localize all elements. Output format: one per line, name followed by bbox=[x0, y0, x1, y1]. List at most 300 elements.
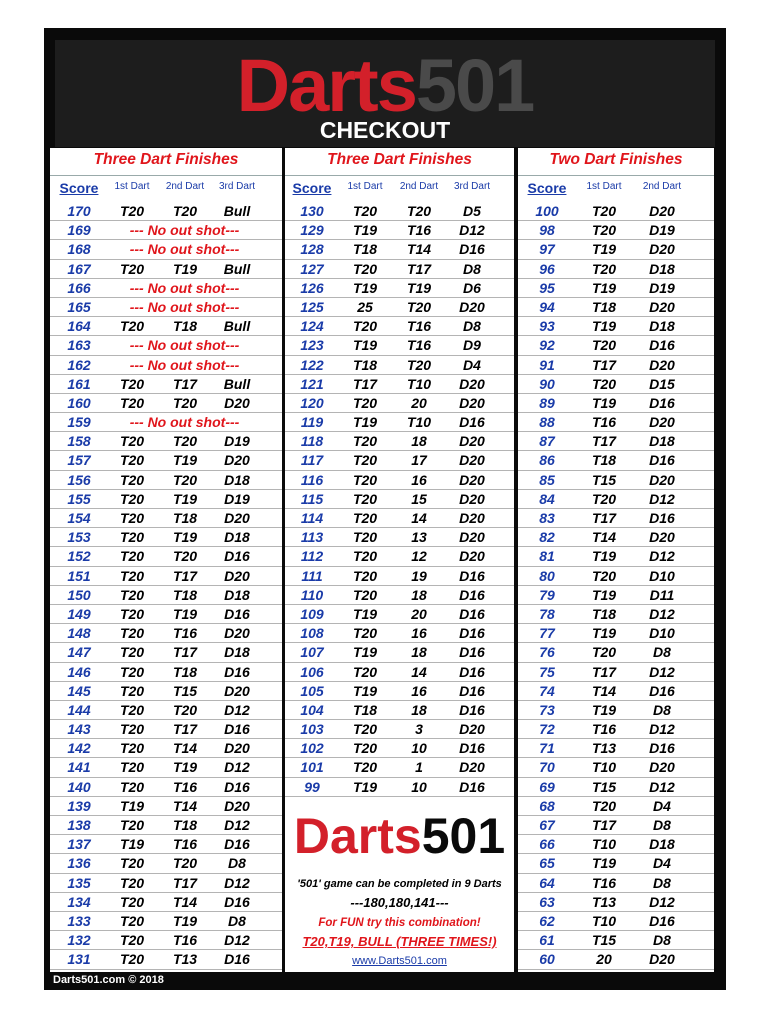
dart-cell: T20 bbox=[591, 644, 617, 661]
table-row bbox=[50, 202, 282, 221]
score-cell: 87 bbox=[539, 433, 555, 450]
score-cell: 125 bbox=[300, 298, 324, 315]
table-row bbox=[518, 950, 714, 969]
dart-cell: D15 bbox=[649, 375, 675, 392]
table-row bbox=[50, 643, 282, 662]
table-row bbox=[50, 931, 282, 950]
table-row bbox=[518, 701, 714, 720]
score-cell: 90 bbox=[539, 375, 555, 392]
dart-cell: T20 bbox=[119, 394, 145, 411]
table-row bbox=[285, 605, 514, 624]
dart-cell: T20 bbox=[119, 548, 145, 565]
dart-cell: T17 bbox=[591, 663, 617, 680]
dart-cell: T19 bbox=[352, 778, 378, 795]
dart-cell: D12 bbox=[649, 778, 675, 795]
dart-cell: D4 bbox=[653, 855, 671, 872]
divider bbox=[50, 175, 282, 176]
dart-cell: D16 bbox=[649, 740, 675, 757]
score-cell: 100 bbox=[535, 203, 559, 219]
score-cell: 111 bbox=[301, 567, 323, 584]
dart-cell: T20 bbox=[119, 740, 145, 757]
table-row bbox=[518, 202, 714, 221]
dart-cell: T19 bbox=[591, 855, 617, 872]
dart-cell: T19 bbox=[119, 797, 145, 814]
dart-cell: T14 bbox=[172, 893, 198, 910]
dart-cell: D20 bbox=[459, 490, 485, 507]
table-row bbox=[285, 778, 514, 797]
dart-cell: D8 bbox=[653, 817, 671, 833]
table-row bbox=[50, 298, 282, 317]
score-cell: 110 bbox=[300, 586, 324, 603]
dart-cell: 20 bbox=[596, 951, 612, 968]
dart-cell: T19 bbox=[406, 279, 432, 296]
dart-cell: T19 bbox=[352, 644, 378, 661]
score-cell: 115 bbox=[300, 490, 324, 507]
score-cell: 104 bbox=[300, 701, 324, 718]
score-cell: 63 bbox=[539, 893, 555, 910]
header-dart-3: 3rd Dart bbox=[453, 181, 491, 192]
score-cell: 165 bbox=[67, 298, 91, 315]
dart-cell: D12 bbox=[224, 817, 250, 833]
score-cell: 148 bbox=[67, 625, 91, 642]
dart-cell: T20 bbox=[119, 490, 145, 507]
darts501-promo-logo bbox=[285, 806, 514, 866]
table-row bbox=[518, 682, 714, 701]
score-cell: 119 bbox=[300, 414, 324, 431]
score-cell: 72 bbox=[539, 721, 555, 738]
score-cell: 103 bbox=[300, 721, 324, 738]
dart-cell: D20 bbox=[459, 510, 485, 526]
score-cell: 135 bbox=[67, 874, 91, 891]
dart-cell: T20 bbox=[119, 663, 145, 680]
header-dart-1: 1st Dart bbox=[586, 181, 622, 192]
dart-cell: T14 bbox=[172, 797, 198, 814]
dart-cell: D16 bbox=[224, 548, 250, 565]
score-cell: 62 bbox=[539, 912, 555, 929]
dart-cell: T20 bbox=[119, 874, 145, 891]
promo-combination-text: T20,T19, BULL (THREE TIMES!) bbox=[302, 934, 497, 949]
dart-cell: D4 bbox=[653, 797, 671, 814]
dart-cell: D20 bbox=[224, 797, 250, 814]
dart-cell: D19 bbox=[224, 433, 250, 450]
dart-cell: T20 bbox=[591, 260, 617, 277]
score-cell: 92 bbox=[539, 337, 555, 354]
score-cell: 118 bbox=[300, 433, 324, 450]
dart-cell: T20 bbox=[119, 759, 145, 776]
dart-cell: D12 bbox=[649, 893, 675, 910]
dart-cell: 19 bbox=[411, 567, 427, 584]
score-cell: 157 bbox=[67, 452, 91, 469]
dart-cell: D16 bbox=[649, 337, 675, 354]
table-row bbox=[285, 279, 514, 298]
dart-cell: T10 bbox=[591, 759, 617, 776]
dart-cell: D19 bbox=[649, 222, 675, 239]
table-row bbox=[50, 413, 282, 432]
score-cell: 164 bbox=[67, 318, 91, 335]
column-title: Two Dart Finishes bbox=[549, 151, 683, 168]
dart-cell: D16 bbox=[459, 701, 485, 718]
score-cell: 134 bbox=[67, 893, 91, 910]
dart-cell: T16 bbox=[591, 874, 617, 891]
dart-cell: T19 bbox=[172, 260, 198, 277]
score-cell: 76 bbox=[539, 644, 555, 661]
score-cell: 96 bbox=[539, 260, 555, 277]
page-title: CHECKOUT bbox=[319, 117, 451, 143]
no-out-shot-cell: --- No out shot--- bbox=[129, 222, 240, 239]
promo-nine-dart-text: '501' game can be completed in 9 Darts bbox=[297, 878, 502, 890]
dart-cell: D16 bbox=[649, 682, 675, 699]
score-cell: 160 bbox=[67, 394, 91, 411]
score-cell: 116 bbox=[300, 471, 324, 488]
dart-cell: T19 bbox=[172, 759, 198, 776]
score-cell: 88 bbox=[539, 414, 555, 431]
score-cell: 167 bbox=[67, 260, 91, 277]
score-cell: 139 bbox=[67, 797, 91, 814]
dart-cell: T16 bbox=[591, 414, 617, 431]
table-row bbox=[50, 663, 282, 682]
dart-cell: T20 bbox=[406, 298, 432, 315]
score-cell: 78 bbox=[539, 605, 555, 622]
score-cell: 132 bbox=[67, 932, 91, 949]
table-row bbox=[518, 260, 714, 279]
dart-cell: T20 bbox=[119, 855, 145, 872]
dart-cell: D20 bbox=[649, 471, 675, 488]
dart-cell: 13 bbox=[411, 529, 427, 546]
score-cell: 124 bbox=[300, 318, 324, 335]
dart-cell: T20 bbox=[119, 912, 145, 929]
column-header-row bbox=[50, 180, 282, 198]
score-cell: 70 bbox=[539, 759, 555, 776]
dart-cell: T20 bbox=[352, 394, 378, 411]
table-row bbox=[50, 816, 282, 835]
score-cell: 77 bbox=[539, 625, 555, 642]
score-cell: 156 bbox=[67, 471, 91, 488]
dart-cell: T20 bbox=[406, 356, 432, 373]
score-cell: 140 bbox=[67, 778, 91, 795]
dart-cell: T17 bbox=[172, 644, 198, 661]
table-row bbox=[285, 432, 514, 451]
dart-cell: T20 bbox=[352, 625, 378, 642]
score-cell: 84 bbox=[539, 490, 555, 507]
dart-cell: T20 bbox=[119, 951, 145, 968]
table-row bbox=[50, 356, 282, 375]
table-row bbox=[50, 509, 282, 528]
score-cell: 66 bbox=[539, 836, 555, 853]
score-cell: 107 bbox=[300, 644, 324, 661]
dart-cell: T19 bbox=[172, 529, 198, 546]
dart-cell: D20 bbox=[459, 298, 485, 315]
table-row bbox=[285, 260, 514, 279]
table-row bbox=[50, 490, 282, 509]
dart-cell: D16 bbox=[459, 414, 485, 431]
dart-cell: T20 bbox=[119, 318, 145, 335]
table-row bbox=[518, 912, 714, 931]
dart-cell: D16 bbox=[224, 893, 250, 910]
table-row bbox=[50, 835, 282, 854]
dart-cell: 15 bbox=[411, 490, 427, 507]
table-row bbox=[50, 432, 282, 451]
table-row bbox=[285, 682, 514, 701]
dart-cell: D12 bbox=[649, 721, 675, 738]
dart-cell: 18 bbox=[411, 701, 427, 718]
table-row bbox=[285, 394, 514, 413]
dart-cell: T19 bbox=[591, 701, 617, 718]
checkout-rows bbox=[285, 202, 514, 797]
dart-cell: D8 bbox=[228, 855, 246, 872]
dart-cell: D16 bbox=[649, 394, 675, 411]
score-cell: 159 bbox=[67, 414, 91, 431]
score-cell: 81 bbox=[539, 548, 555, 565]
dart-cell: D20 bbox=[459, 759, 485, 776]
score-cell: 128 bbox=[300, 241, 324, 258]
score-cell: 106 bbox=[300, 663, 324, 680]
table-row bbox=[285, 509, 514, 528]
table-row bbox=[50, 586, 282, 605]
score-cell: 99 bbox=[304, 778, 320, 795]
dart-cell: T19 bbox=[591, 394, 617, 411]
dart-cell: T20 bbox=[119, 605, 145, 622]
table-row bbox=[50, 720, 282, 739]
score-cell: 154 bbox=[67, 510, 91, 526]
dart-cell: T20 bbox=[119, 701, 145, 718]
column-header-row bbox=[285, 180, 514, 198]
dart-cell: D20 bbox=[459, 394, 485, 411]
dart-cell: T18 bbox=[352, 241, 378, 258]
dart-cell: T20 bbox=[352, 260, 378, 277]
score-cell: 82 bbox=[539, 529, 555, 546]
header-dart-3: 3rd Dart bbox=[218, 181, 256, 192]
dart-cell: D20 bbox=[649, 951, 675, 968]
score-cell: 74 bbox=[539, 682, 555, 699]
dart-cell: D20 bbox=[224, 394, 250, 411]
dart-cell: T20 bbox=[172, 203, 198, 219]
dart-cell: T20 bbox=[119, 510, 145, 526]
dart-cell: D20 bbox=[649, 414, 675, 431]
dart-cell: D8 bbox=[463, 260, 481, 277]
score-cell: 163 bbox=[67, 337, 91, 354]
header-score: Score bbox=[292, 180, 332, 196]
dart-cell: D16 bbox=[224, 778, 250, 795]
table-row bbox=[518, 567, 714, 586]
dart-cell: T19 bbox=[352, 682, 378, 699]
dart-cell: D8 bbox=[653, 644, 671, 661]
table-row bbox=[285, 356, 514, 375]
table-row bbox=[518, 298, 714, 317]
dart-cell: T20 bbox=[352, 759, 378, 776]
score-cell: 141 bbox=[67, 759, 91, 776]
dart-cell: D20 bbox=[649, 241, 675, 258]
column-header-row bbox=[518, 180, 714, 198]
table-row bbox=[285, 720, 514, 739]
table-row bbox=[50, 624, 282, 643]
dart-cell: T20 bbox=[119, 932, 145, 949]
score-cell: 75 bbox=[539, 663, 555, 680]
table-row bbox=[50, 279, 282, 298]
dart-cell: T20 bbox=[352, 567, 378, 584]
score-cell: 129 bbox=[300, 222, 324, 239]
score-cell: 130 bbox=[300, 203, 324, 219]
dart-cell: T20 bbox=[352, 740, 378, 757]
score-cell: 91 bbox=[539, 356, 555, 373]
darts501-logo bbox=[55, 46, 715, 126]
dart-cell: D16 bbox=[459, 625, 485, 642]
dart-cell: 17 bbox=[411, 452, 427, 469]
score-cell: 143 bbox=[67, 721, 91, 738]
no-out-shot-cell: --- No out shot--- bbox=[129, 241, 240, 258]
table-row bbox=[50, 797, 282, 816]
score-cell: 131 bbox=[67, 951, 91, 968]
table-row bbox=[285, 701, 514, 720]
table-row bbox=[50, 874, 282, 893]
score-cell: 71 bbox=[539, 740, 555, 757]
dart-cell: T20 bbox=[119, 203, 145, 219]
score-cell: 153 bbox=[67, 529, 91, 546]
table-row bbox=[285, 547, 514, 566]
dart-cell: D8 bbox=[653, 701, 671, 718]
table-row bbox=[285, 624, 514, 643]
table-row bbox=[518, 778, 714, 797]
dart-cell: T16 bbox=[406, 337, 432, 354]
dart-cell: D10 bbox=[649, 625, 675, 642]
dart-cell: T17 bbox=[406, 260, 432, 277]
score-cell: 67 bbox=[539, 817, 555, 833]
score-cell: 108 bbox=[300, 625, 324, 642]
table-row bbox=[518, 509, 714, 528]
table-row bbox=[50, 893, 282, 912]
table-row bbox=[518, 451, 714, 470]
dart-cell: D20 bbox=[459, 375, 485, 392]
dart-cell: T19 bbox=[591, 625, 617, 642]
dart-cell: T19 bbox=[591, 241, 617, 258]
dart-cell: D16 bbox=[459, 778, 485, 795]
column-title: Three Dart Finishes bbox=[93, 151, 239, 168]
dart-cell: T20 bbox=[119, 644, 145, 661]
dart-cell: D12 bbox=[459, 222, 485, 239]
score-cell: 65 bbox=[539, 855, 555, 872]
dart-cell: D18 bbox=[224, 471, 250, 488]
dart-cell: D8 bbox=[463, 318, 481, 335]
dart-cell: D20 bbox=[224, 510, 250, 526]
dart-cell: D4 bbox=[463, 356, 481, 373]
table-row bbox=[285, 528, 514, 547]
dart-cell: D16 bbox=[459, 605, 485, 622]
header-dart-1: 1st Dart bbox=[347, 181, 383, 192]
table-row bbox=[518, 413, 714, 432]
dart-cell: 3 bbox=[415, 721, 423, 738]
dart-cell: D16 bbox=[224, 605, 250, 622]
dart-cell: D12 bbox=[649, 548, 675, 565]
no-out-shot-cell: --- No out shot--- bbox=[129, 337, 240, 354]
dart-cell: D20 bbox=[224, 567, 250, 584]
dart-cell: T20 bbox=[591, 567, 617, 584]
dart-cell: D16 bbox=[649, 912, 675, 929]
dart-cell: T20 bbox=[172, 394, 198, 411]
dart-cell: T20 bbox=[591, 490, 617, 507]
table-row bbox=[285, 298, 514, 317]
dart-cell: T14 bbox=[591, 529, 617, 546]
table-row bbox=[50, 739, 282, 758]
score-cell: 123 bbox=[300, 337, 324, 354]
dart-cell: D16 bbox=[459, 241, 485, 258]
dart-cell: T20 bbox=[352, 433, 378, 450]
divider bbox=[285, 175, 514, 176]
table-row bbox=[50, 471, 282, 490]
finish-column-1 bbox=[50, 148, 282, 972]
score-cell: 137 bbox=[67, 836, 91, 853]
dart-cell: T15 bbox=[591, 471, 617, 488]
dart-cell: D20 bbox=[649, 356, 675, 373]
dart-cell: D20 bbox=[459, 471, 485, 488]
table-row bbox=[50, 317, 282, 336]
dart-cell: D20 bbox=[224, 740, 250, 757]
table-row bbox=[285, 567, 514, 586]
dart-cell: D16 bbox=[459, 586, 485, 603]
table-row bbox=[50, 950, 282, 969]
score-cell: 69 bbox=[539, 778, 555, 795]
dart-cell: T16 bbox=[172, 932, 198, 949]
dart-cell: 14 bbox=[411, 663, 427, 680]
table-row bbox=[285, 202, 514, 221]
dart-cell: T20 bbox=[172, 855, 198, 872]
logo-text-darts: Darts bbox=[236, 44, 416, 127]
score-cell: 117 bbox=[300, 452, 324, 469]
dart-cell: T20 bbox=[352, 510, 378, 526]
score-cell: 95 bbox=[539, 279, 555, 296]
dart-cell: D18 bbox=[649, 836, 675, 853]
no-out-shot-cell: --- No out shot--- bbox=[129, 279, 240, 296]
header-score: Score bbox=[527, 180, 567, 196]
dart-cell: T20 bbox=[172, 471, 198, 488]
dart-cell: T17 bbox=[591, 510, 617, 526]
dart-cell: D12 bbox=[224, 874, 250, 891]
table-row bbox=[285, 663, 514, 682]
dart-cell: T10 bbox=[591, 836, 617, 853]
dart-cell: D19 bbox=[649, 279, 675, 296]
dart-cell: T20 bbox=[119, 260, 145, 277]
dart-cell: T10 bbox=[406, 375, 432, 392]
dart-cell: T20 bbox=[172, 433, 198, 450]
dart-cell: T20 bbox=[119, 471, 145, 488]
dart-cell: D9 bbox=[463, 337, 481, 354]
dart-cell: D5 bbox=[463, 203, 481, 219]
dart-cell: T19 bbox=[591, 318, 617, 335]
dart-cell: 1 bbox=[415, 759, 423, 776]
score-cell: 60 bbox=[539, 951, 555, 968]
dart-cell: Bull bbox=[223, 260, 251, 277]
dart-cell: T20 bbox=[172, 701, 198, 718]
score-cell: 127 bbox=[300, 260, 324, 277]
dart-cell: D20 bbox=[649, 203, 675, 219]
dart-cell: D12 bbox=[649, 663, 675, 680]
table-row bbox=[285, 317, 514, 336]
dart-cell: D12 bbox=[649, 490, 675, 507]
dart-cell: 14 bbox=[411, 510, 427, 526]
divider bbox=[518, 175, 714, 176]
dart-cell: D10 bbox=[649, 567, 675, 584]
table-row bbox=[518, 739, 714, 758]
website-link[interactable]: www.Darts501.com bbox=[352, 955, 447, 967]
dart-cell: 18 bbox=[411, 644, 427, 661]
score-cell: 158 bbox=[67, 433, 91, 450]
dart-cell: D6 bbox=[463, 279, 481, 296]
dart-cell: D11 bbox=[649, 586, 675, 603]
score-cell: 112 bbox=[300, 548, 324, 565]
dart-cell: T19 bbox=[591, 586, 617, 603]
promo-logo-darts: Darts bbox=[293, 808, 422, 864]
dart-cell: D12 bbox=[224, 932, 250, 949]
dart-cell: T20 bbox=[352, 318, 378, 335]
dart-cell: T18 bbox=[591, 605, 617, 622]
